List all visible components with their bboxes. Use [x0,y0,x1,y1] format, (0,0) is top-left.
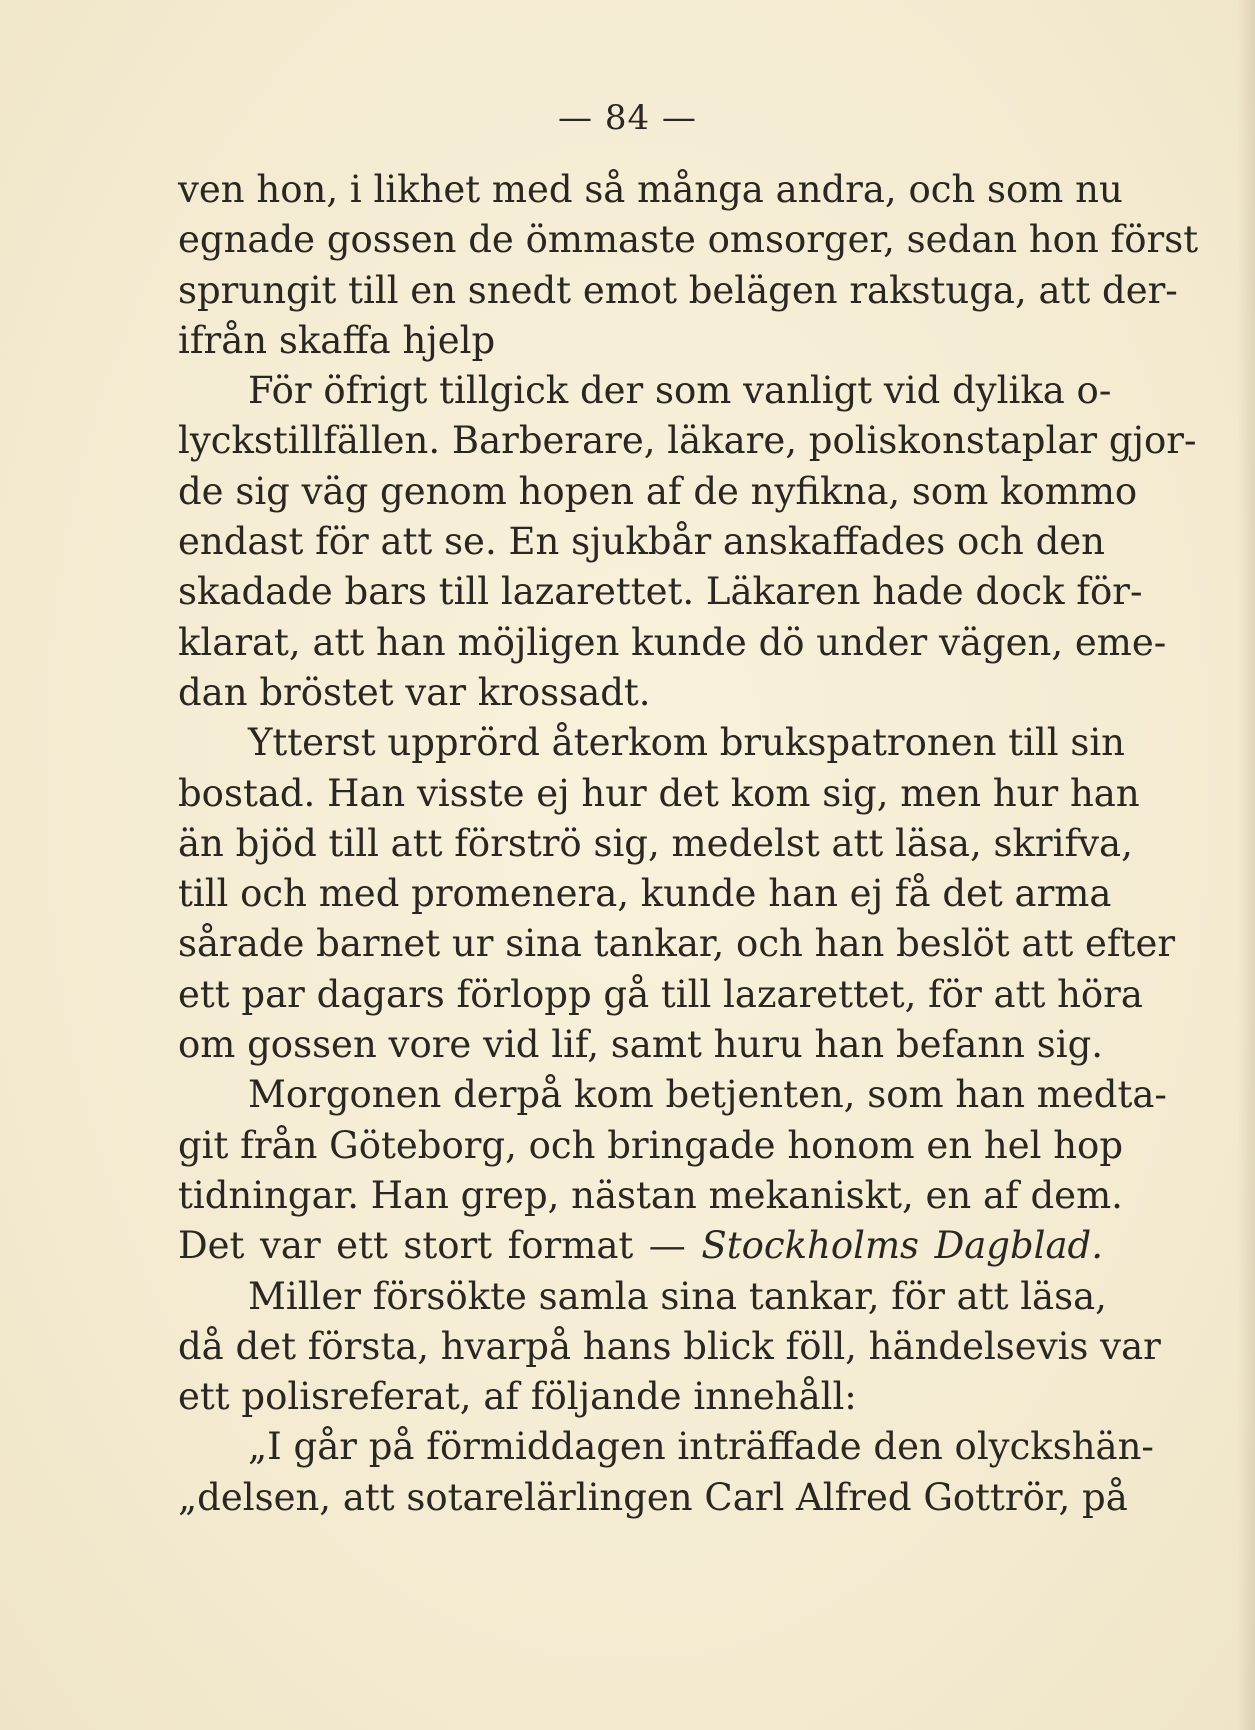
text-line: sprungit till en snedt emot belägen rakstuga, att der- [178,268,1178,312]
text-segment: Det var ett stort format — [178,1224,686,1268]
text-line: skadade bars till lazarettet. Läkaren hade dock för- [178,570,1143,614]
text-line: tidningar. Han grep, nästan mekaniskt, en af dem. [178,1173,1123,1217]
text-line: till och med promenera, kunde han ej få det arma [178,872,1112,916]
text-line: lyckstillfällen. Barberare, läkare, poliskonstaplar gjor- [178,419,1197,463]
text-line: ett par dagars förlopp gå till lazarettet, för att höra [178,972,1143,1016]
newspaper-title: Stockholms Dagblad. [701,1224,1104,1268]
text-line: sårade barnet ur sina tankar, och han beslöt att efter [178,922,1176,966]
text-line: då det första, hvarpå hans blick föll, händelsevis var [178,1324,1161,1368]
text-line: ifrån skaffa hjelp [178,318,496,362]
text-line: endast för att se. En sjukbår anskaffades och den [178,520,1106,564]
text-line: För öfrigt tillgick der som vanligt vid dylika o- [248,369,1112,413]
text-line-with-title [178,1221,1103,1271]
text-line: „delsen, att sotarelärlingen Carl Alfred Gottrör, på [178,1475,1128,1519]
text-line: egnade gossen de ömmaste omsorger, sedan hon först [178,218,1199,262]
text-line: Miller försökte samla sina tankar, för att läsa, [248,1274,1107,1318]
text-line: git från Göteborg, och bringade honom en hel hop [178,1123,1123,1167]
text-line: Ytterst upprörd återkom brukspatronen till sin [248,721,1125,765]
page-edge-shadow [1237,0,1255,1730]
text-line: de sig väg genom hopen af de nyfikna, som kommo [178,469,1138,513]
body-text [178,165,1199,1523]
text-line: ett polisreferat, af följande innehåll: [178,1375,857,1419]
text-line: bostad. Han visste ej hur det kom sig, men hur han [178,771,1140,815]
page-number: — 84 — [558,98,697,138]
text-line: dan bröstet var krossadt. [178,670,651,714]
text-line: än bjöd till att förströ sig, medelst att läsa, skrifva, [178,821,1133,865]
text-line: Morgonen derpå kom betjenten, som han medta- [248,1073,1167,1117]
text-line: klarat, att han möjligen kunde dö under vägen, eme- [178,620,1167,664]
text-line: ven hon, i likhet med så många andra, och som nu [178,168,1123,211]
text-line: om gossen vore vid lif, samt huru han befann sig. [178,1023,1104,1067]
text-line: „I går på förmiddagen inträffade den olyckshän- [248,1425,1154,1469]
